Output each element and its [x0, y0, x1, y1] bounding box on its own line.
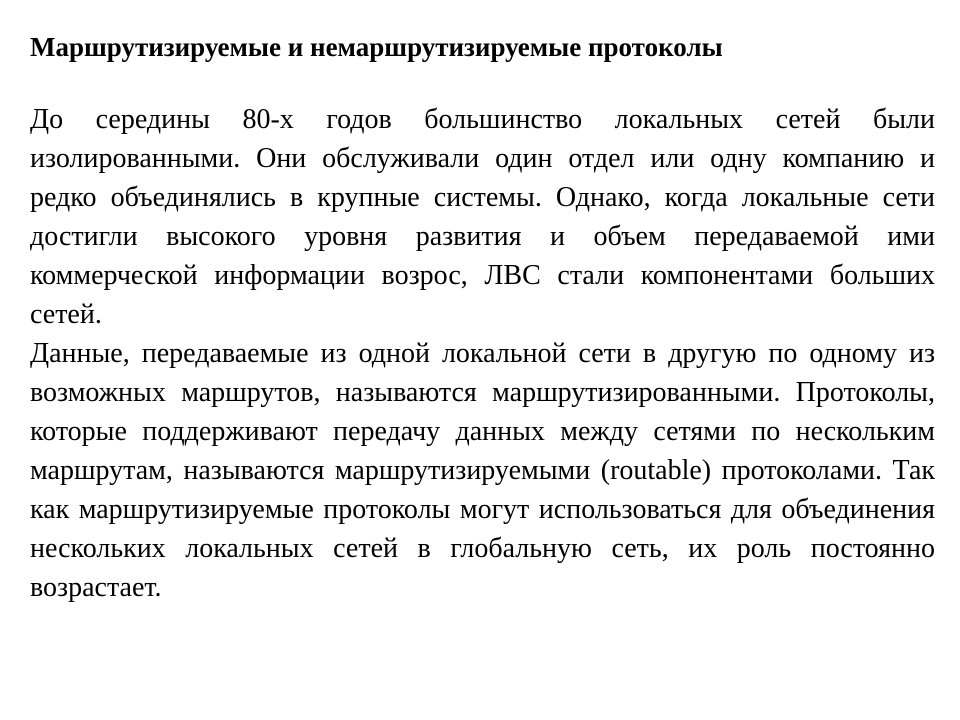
paragraph-history: До середины 80-х годов большинство локальных сетей были изолированными. Они обслуживали один отдел или одну компанию и редко объединялись в крупные системы. Однако, когда локальные сети достигли высокого уровня развития и объем передаваемой ими коммерческой информации возрос, ЛВС стали компонентами больших сетей. — [30, 104, 935, 330]
slide-body — [30, 100, 935, 607]
paragraph-routable-protocols: Данные, передаваемые из одной локальной сети в другую по одному из возможных маршрутов, называются маршрутизированными. Протоколы, которые поддерживают передачу данных между сетями по нескольким маршрутам, называются маршрутизируемыми (routable) протоколами. Так как маршрутизируемые протоколы могут использоваться для объединения нескольких локальных сетей в глобальную сеть, их роль постоянно возрастает. — [30, 338, 935, 603]
slide-title: Маршрутизируемые и немаршрутизируемые протоколы — [30, 32, 723, 62]
